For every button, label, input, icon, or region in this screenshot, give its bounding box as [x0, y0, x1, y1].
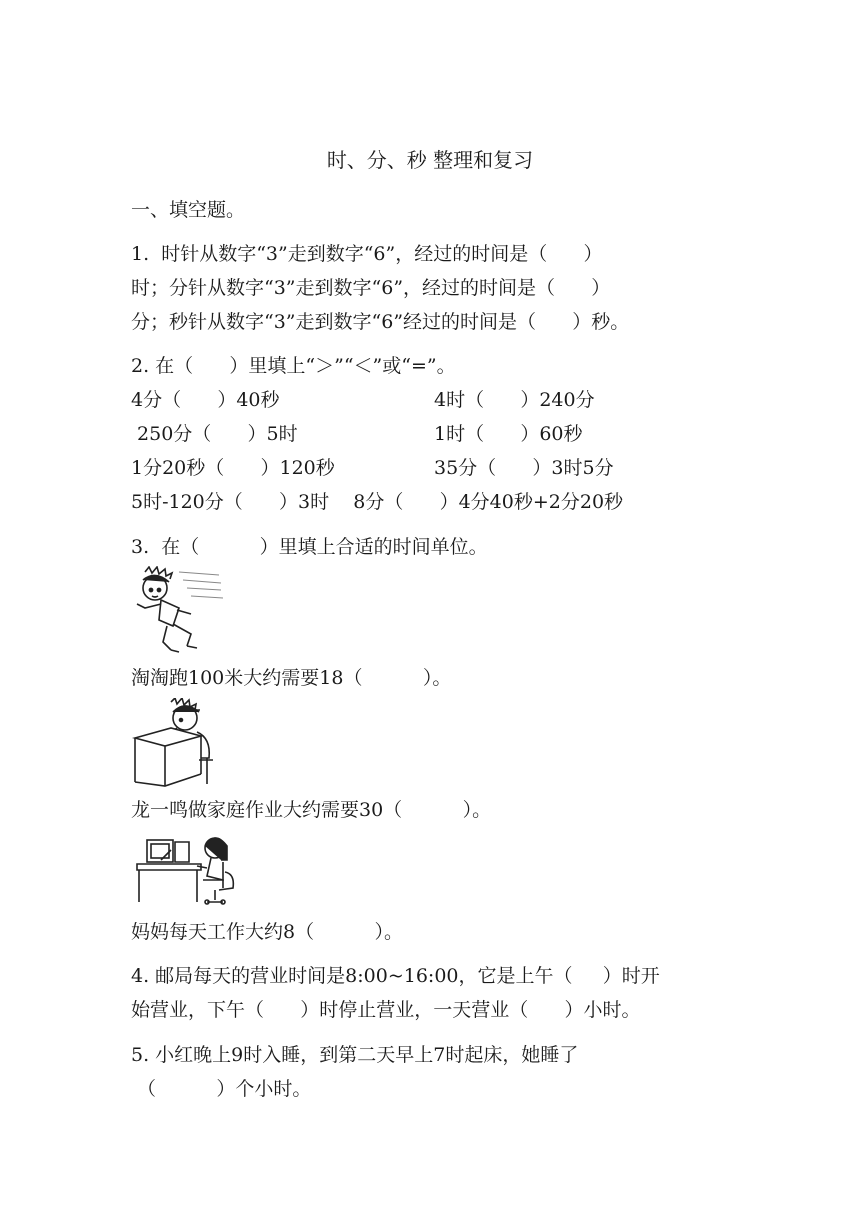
compare-item: 5时-120分（ ）3时 8分（ ）4分40秒+2分20秒	[131, 491, 624, 513]
compare-item: 4时（ ）240分	[434, 389, 595, 411]
question-1-line-1: 1. 时针从数字“3”走到数字“6”，经过的时间是（ ）	[131, 243, 603, 265]
question-4-line-1: 4. 邮局每天的营业时间是8:00~16:00，它是上午（ ）时开	[131, 965, 660, 987]
time-unit-item-work: 妈妈每天工作大约8（ ）。	[131, 921, 403, 943]
time-unit-item-homework: 龙一鸣做家庭作业大约需要30（ ）。	[131, 799, 492, 821]
question-5-line-1: 5. 小红晚上9时入睡，到第二天早上7时起床，她睡了	[131, 1044, 579, 1066]
compare-item: 1分20秒（ ）120秒	[131, 457, 335, 479]
question-2-prompt: 2. 在（ ）里填上“＞”“＜”或“=”。	[131, 355, 456, 377]
question-1-line-2: 时；分针从数字“3”走到数字“6”，经过的时间是（ ）	[131, 277, 611, 299]
homework-boy-illustration	[131, 698, 227, 790]
compare-item: 250分（ ）5时	[131, 423, 298, 445]
question-5-line-2: （ ）个小时。	[131, 1078, 312, 1100]
question-1-line-3: 分；秒针从数字“3”走到数字“6”经过的时间是（ ）秒。	[131, 311, 630, 333]
mother-at-computer-illustration	[131, 832, 241, 906]
page-title: 时、分、秒 整理和复习	[326, 148, 534, 172]
section-heading: 一、填空题。	[131, 199, 246, 221]
question-4-line-2: 始营业，下午（ ）时停止营业，一天营业（ ）小时。	[131, 999, 641, 1021]
compare-item: 1时（ ）60秒	[434, 423, 583, 445]
compare-item: 35分（ ）3时5分	[434, 457, 614, 479]
running-boy-illustration	[131, 566, 227, 658]
time-unit-item-running: 淘淘跑100米大约需要18（ ）。	[131, 667, 452, 689]
question-3-prompt: 3. 在（ ）里填上合适的时间单位。	[131, 536, 488, 558]
compare-item: 4分（ ）40秒	[131, 389, 280, 411]
